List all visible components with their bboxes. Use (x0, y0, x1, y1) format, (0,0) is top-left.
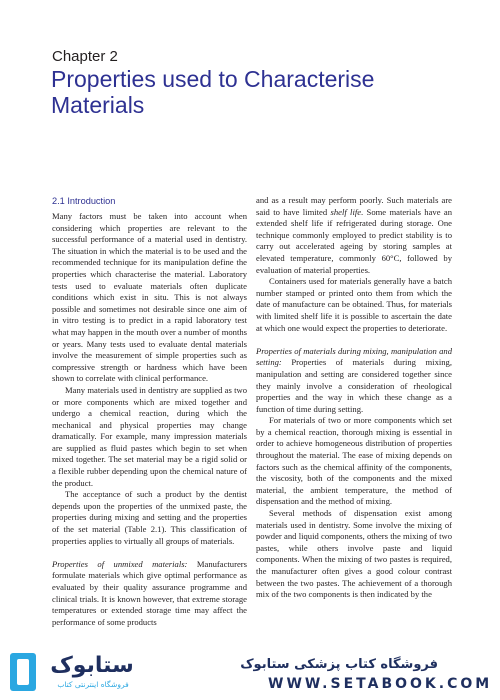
left-paragraph-4-body: Manufacturers formulate materials which give optimal performance as evaluated by their quality assurance programme and clinical trials. It is known however, that extreme storage temperatures or extended storage time may affect the performance of some products (52, 558, 247, 627)
store-url: WWW.SETABOOK.COM (268, 676, 493, 692)
left-paragraph-4-lead: Properties of unmixed materials: (52, 558, 188, 569)
right-paragraph-5: Several methods of dispensation exist among materials used in dentistry. Some involve the mixing of powder and liquid components, others the mixing of two pastes, while others involve paste and liquid components. When the mixing of two pastes is required, the manufacturer often gives a good colour contrast between the two pastes. The achievement of a thorough mix of the two components is then indicated by the (256, 508, 452, 600)
left-paragraph-4 (52, 559, 247, 629)
watermark-footer (0, 645, 500, 700)
right-paragraph-1-emphasis: shelf life (330, 206, 362, 217)
section-heading: 2.1 Introduction (52, 196, 116, 206)
chapter-title: Properties used to Characterise Materials (51, 66, 375, 118)
right-paragraph-3 (256, 346, 452, 416)
right-paragraph-1-end: . Some materials have an extended shelf life if refrigerated during storage. One technique commonly employed to predict stability is to carry out accelerated ageing by storing samples at elevated temperature, commonly 60°C, followed by evaluation of material properties. (256, 206, 452, 275)
left-paragraph-3: The acceptance of such a product by the dentist depends upon the properties of the unmixed paste, the properties during mixing and setting and the properties of the set material (Table 2.1). This classification of properties applies to virtually all groups of materials. (52, 489, 247, 546)
book-icon (10, 653, 36, 691)
left-paragraph-2: Many materials used in dentistry are supplied as two or more components which are mixed together and undergo a chemical reaction, during which the mechanical and physical properties may change dramatically. For example, many impression materials are supplied as fluid pastes which begin to set when mixed together. The set material may be a rigid solid or a flexible rubber depending upon the chemical nature of the product. (52, 384, 247, 488)
logo-subtitle: فروشگاه اینترنتی کتاب (57, 680, 129, 689)
left-column (52, 211, 247, 644)
right-column (256, 195, 452, 645)
right-paragraph-4: For materials of two or more components which set by a chemical reaction, thorough mixing is essential in order to achieve homogeneous distribution of properties throughout the material. The ease of mixing depends on factors such as the chemical affinity of the components, the viscosity, both of the components and the mixed material, the ambient temperature, the method of dispensation and the method of mixing. (256, 415, 452, 507)
logo-text: ستابوک (50, 653, 134, 678)
right-paragraph-3-body: Properties of materials during mixing, manipulation and setting are considered together since they mainly involve a consideration of rheological properties and the way in which these change as a function of time during setting. (256, 357, 452, 414)
left-paragraph-1: Many factors must be taken into account when considering which properties are relevant to the successful performance of a material used in dentistry. The situation in which the material is to be used and the recommended technique for its manipulation define the properties which characterise the material. Laboratory tests used to evaluate materials often duplicate conditions which exist in situ. This is not always possible and sometimes not desirable since one aim of in vitro testing is to predict in a rapid laboratory test what may happen in the mouth over a number of months or years. Many tests used to evaluate dental materials involve the measurement of simple properties such as compressive strength or hardness which have been shown to correlate with clinical performance. (52, 211, 247, 384)
setabook-logo (10, 651, 145, 694)
right-paragraph-3-lead: Properties of materials during mixing, manipulation and setting: (256, 345, 452, 368)
chapter-label: Chapter 2 (52, 48, 118, 65)
right-paragraph-2: Containers used for materials generally have a batch number stamped or printed onto them from which the date of manufacture can be obtained. Thus, for materials with limited shelf life it is possible to ascertain the date at which one would expect the properties to deteriorate. (256, 276, 452, 333)
right-paragraph-1-start: and as a result may perform poorly. Such materials are said to have limited (256, 195, 452, 217)
store-name: فروشگاه کتاب پزشکی ستابوک (240, 657, 438, 672)
right-paragraph-1 (256, 195, 452, 276)
